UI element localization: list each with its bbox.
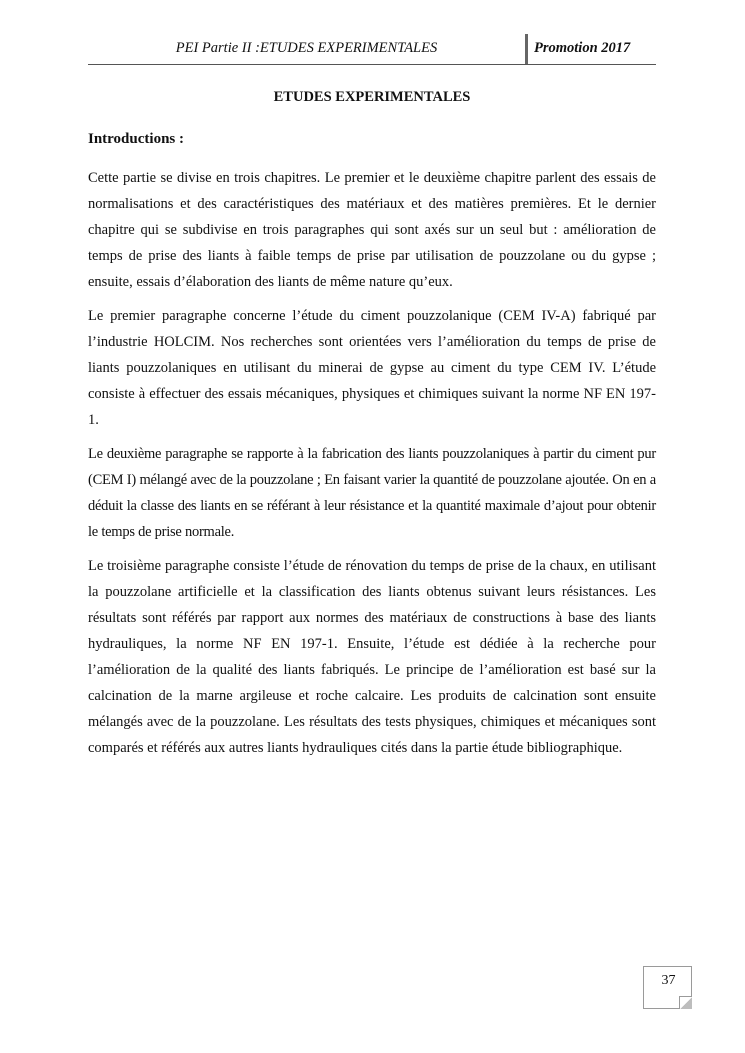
page-number-edge-bottom — [644, 1008, 680, 1009]
paragraph-4: Le troisième paragraphe consiste l’étude de rénovation du temps de prise de la chaux, en utilisant la pouzzolane artificielle et la classification des liants obtenus suivant leurs résistances. Les résultats sont référés par rapport aux normes des matériaux de constructions à base des liants hydrauliques, la norme NF EN 197-1. Ensuite, l’étude est dédiée à la recherche pour l’amélioration de la qualité des liants fabriqués. Le principe de l’amélioration est basé sur la calcination de la marne argileuse et roche calcaire. Les produits de calcination sont ensuite mélangés avec de la pouzzolane. Les résultats des tests physiques, chimiques et mécaniques sont comparés et référés aux autres liants hydrauliques cités dans la partie étude bibliographique. — [88, 558, 656, 756]
section-heading: Introductions : — [88, 131, 184, 147]
page-number-edge — [691, 967, 692, 997]
header-promotion: Promotion 2017 — [534, 40, 631, 56]
page-curl-icon — [679, 996, 692, 1009]
page-number: 37 — [661, 973, 676, 988]
page-header — [88, 34, 656, 65]
page-title: ETUDES EXPERIMENTALES — [273, 89, 471, 105]
paragraph-3: Le deuxième paragraphe se rapporte à la fabrication des liants pouzzolaniques à partir du ciment pur (CEM I) mélangé avec de la pouzzolane ; En faisant varier la quantité de pouzzolane ajoutée. On en a déduit la classe des liants en se référant à leur résistance et la quantité maximale d’ajout pour obtenir le temps de prise normale. — [88, 446, 656, 540]
paragraph-2: Le premier paragraphe concerne l’étude du ciment pouzzolanique (CEM IV-A) fabriqué par l’industrie HOLCIM. Nos recherches sont orientées vers l’amélioration du temps de prise de liants pouzzolaniques en utilisant du minerai de gypse au ciment du type CEM IV. L’étude consiste à effectuer des essais mécaniques, physiques et chimiques suivant la norme NF EN 197-1. — [88, 308, 656, 428]
page-number-box — [643, 966, 692, 1009]
header-divider — [525, 34, 528, 64]
header-document-title: PEI Partie II :ETUDES EXPERIMENTALES — [175, 40, 438, 56]
body-text — [88, 165, 656, 769]
paragraph-1: Cette partie se divise en trois chapitres. Le premier et le deuxième chapitre parlent des essais de normalisations et des caractéristiques des matériaux et des matières premières. Et le dernier chapitre qui se subdivise en trois paragraphes qui sont axés sur un seul but : amélioration de temps de prise des liants à faible temps de prise par utilisation de pouzzolane ou du gypse ; ensuite, essais d’élaboration des liants de même nature qu’eux. — [88, 170, 656, 290]
